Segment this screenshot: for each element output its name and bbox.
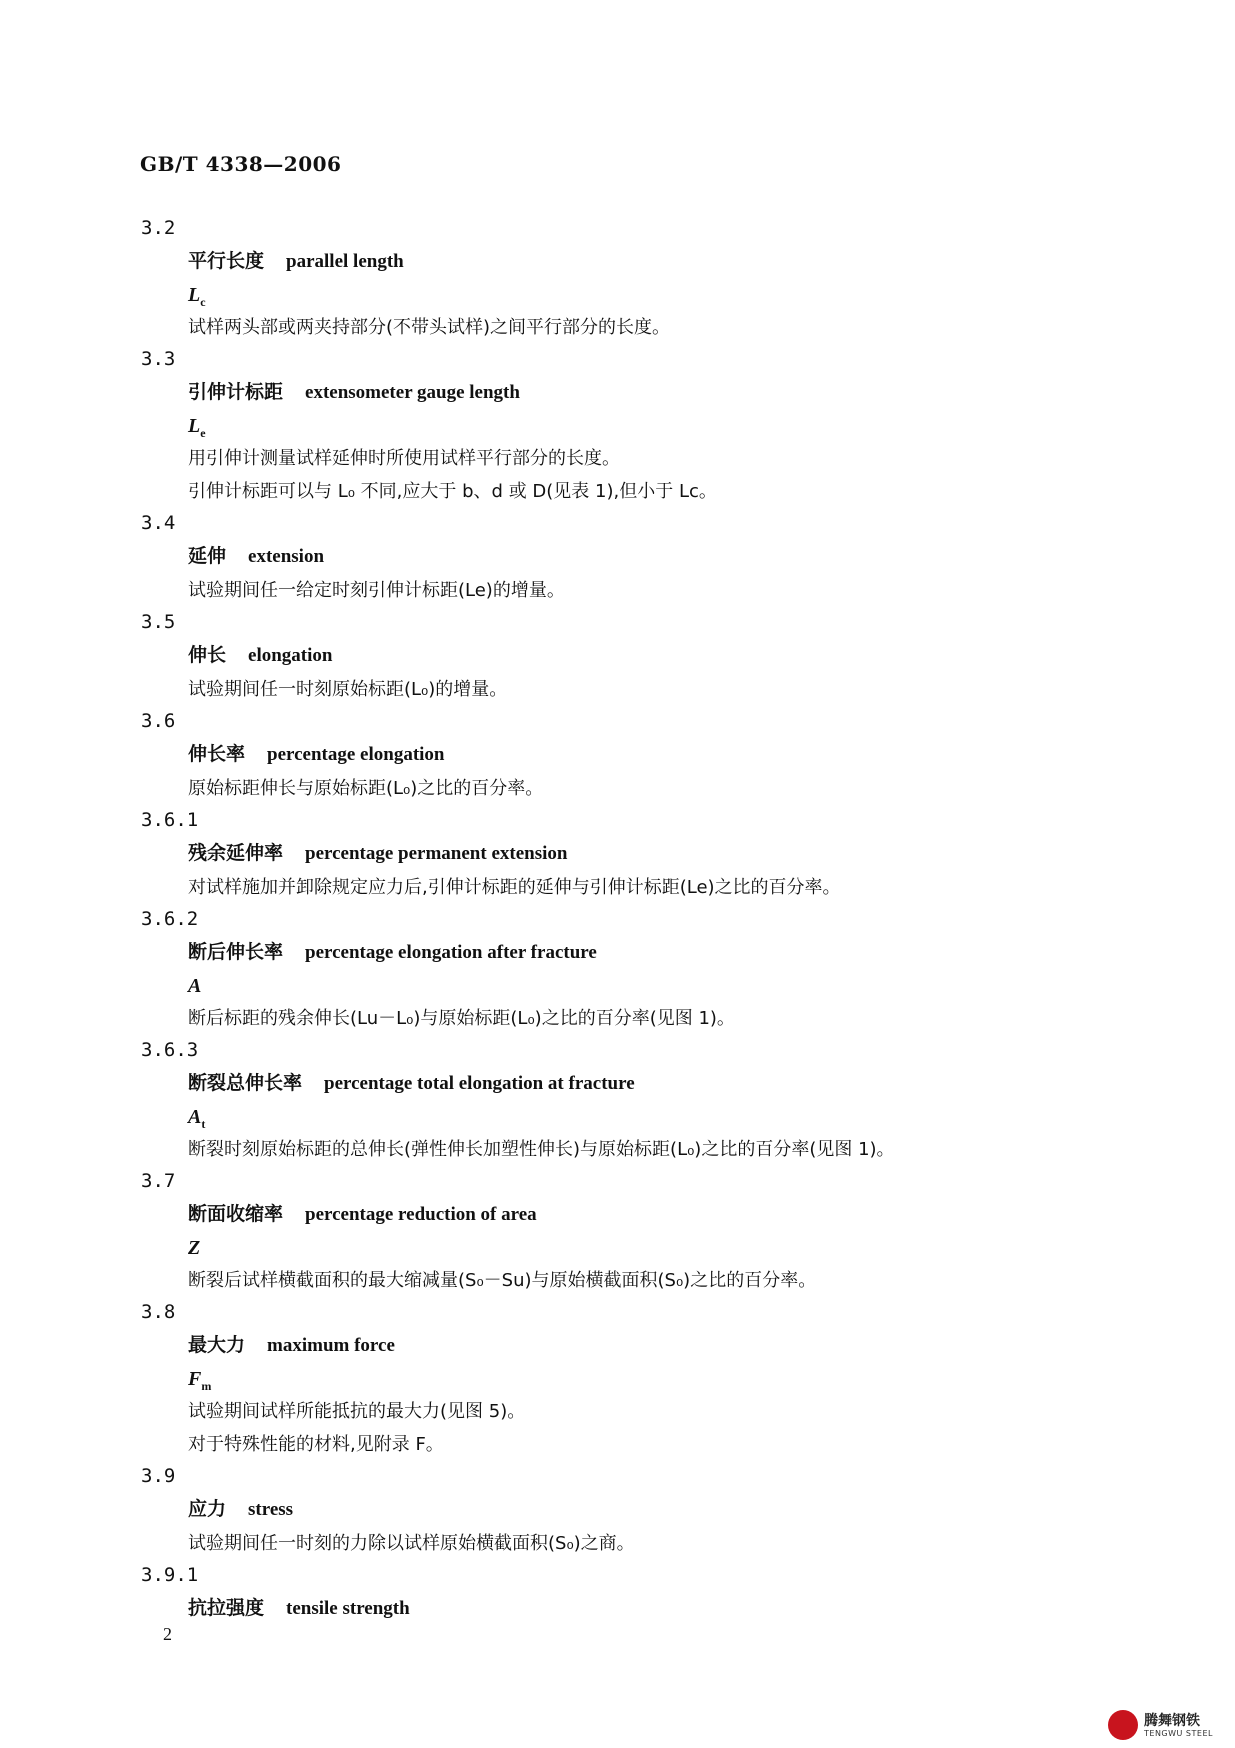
term-line	[188, 1327, 1100, 1363]
symbol-subscript: m	[201, 1379, 212, 1393]
term-english: percentage total elongation at fracture	[324, 1073, 635, 1094]
definition-section	[140, 706, 1100, 805]
term-chinese: 断裂总伸长率	[188, 1072, 303, 1094]
section-number: 3.6.2	[141, 908, 199, 930]
definition-text: 断裂时刻原始标距的总伸长(弹性伸长加塑性伸长)与原始标距(L₀)之比的百分率(见图 1)。	[188, 1139, 895, 1160]
term-line	[188, 243, 1100, 279]
term-symbol	[188, 1232, 1100, 1264]
section-number: 3.8	[141, 1301, 176, 1323]
term-english: stress	[248, 1499, 294, 1520]
page-number: 2	[163, 1624, 172, 1644]
definition-section	[140, 805, 1100, 904]
term-line	[188, 736, 1100, 772]
symbol-subscript: e	[200, 426, 206, 440]
section-number: 3.9	[141, 1465, 176, 1487]
term-english: extensometer gauge length	[305, 382, 520, 403]
term-english: tensile strength	[286, 1598, 410, 1619]
term-symbol	[188, 1101, 1100, 1133]
definition-text: 对于特殊性能的材料,见附录 F。	[188, 1434, 444, 1455]
term-line	[188, 934, 1100, 970]
term-chinese: 伸长	[188, 644, 227, 666]
logo-text-en: TENGWU STEEL	[1144, 1729, 1213, 1738]
logo-emblem-icon	[1108, 1710, 1138, 1740]
symbol-subscript: c	[200, 295, 206, 309]
term-chinese: 伸长率	[188, 743, 246, 765]
term-chinese: 断面收缩率	[188, 1203, 284, 1225]
term-line	[188, 538, 1100, 574]
symbol-subscript: t	[201, 1117, 206, 1131]
definition-section	[140, 1035, 1100, 1166]
definition-section	[140, 904, 1100, 1035]
term-chinese: 最大力	[188, 1334, 246, 1356]
section-number: 3.3	[141, 348, 176, 370]
symbol-letter: A	[188, 1106, 202, 1128]
term-chinese: 平行长度	[188, 250, 265, 272]
term-chinese: 残余延伸率	[188, 842, 284, 864]
definition-section	[140, 213, 1100, 344]
section-number: 3.6	[141, 710, 176, 732]
term-chinese: 应力	[188, 1498, 227, 1520]
symbol-letter: Z	[188, 1237, 201, 1259]
term-english: parallel length	[286, 251, 404, 272]
term-english: extension	[248, 546, 325, 567]
standard-code-header: GB/T 4338—2006	[140, 152, 342, 176]
term-line	[188, 835, 1100, 871]
symbol-letter: L	[188, 284, 201, 306]
section-number: 3.7	[141, 1170, 176, 1192]
section-number: 3.5	[141, 611, 176, 633]
definition-text: 原始标距伸长与原始标距(L₀)之比的百分率。	[188, 778, 544, 799]
definition-text: 对试样施加并卸除规定应力后,引伸计标距的延伸与引伸计标距(Le)之比的百分率。	[188, 877, 841, 898]
definition-section	[140, 1560, 1100, 1626]
symbol-letter: F	[188, 1368, 202, 1390]
term-english: percentage elongation	[267, 744, 445, 765]
term-line	[188, 1590, 1100, 1626]
definition-text: 试样两头部或两夹持部分(不带头试样)之间平行部分的长度。	[188, 317, 671, 338]
term-chinese: 延伸	[188, 545, 227, 567]
definition-section	[140, 344, 1100, 508]
symbol-letter: L	[188, 415, 201, 437]
section-number: 3.4	[141, 512, 176, 534]
term-english: elongation	[248, 645, 333, 666]
definition-text: 断后标距的残余伸长(Lu－L₀)与原始标距(L₀)之比的百分率(见图 1)。	[188, 1008, 735, 1029]
term-line	[188, 1196, 1100, 1232]
section-number: 3.6.3	[141, 1039, 199, 1061]
term-symbol	[188, 970, 1100, 1002]
definition-text: 用引伸计测量试样延伸时所使用试样平行部分的长度。	[188, 448, 620, 469]
logo-text-cn: 腾舞钢铁	[1144, 1713, 1200, 1729]
term-chinese: 抗拉强度	[188, 1597, 265, 1619]
definition-text: 试验期间任一时刻的力除以试样原始横截面积(S₀)之商。	[188, 1533, 635, 1554]
definition-section	[140, 508, 1100, 607]
definition-text: 试验期间任一时刻原始标距(L₀)的增量。	[188, 679, 508, 700]
term-line	[188, 374, 1100, 410]
symbol-letter: A	[188, 975, 202, 997]
definitions-list	[140, 213, 1100, 1626]
term-line	[188, 1065, 1100, 1101]
term-english: maximum force	[267, 1335, 395, 1356]
definition-section	[140, 1297, 1100, 1461]
term-line	[188, 1491, 1100, 1527]
term-chinese: 引伸计标距	[188, 381, 284, 403]
term-english: percentage elongation after fracture	[305, 942, 597, 963]
definition-text: 试验期间任一给定时刻引伸计标距(Le)的增量。	[188, 580, 565, 601]
definition-text: 引伸计标距可以与 L₀ 不同,应大于 b、d 或 D(见表 1),但小于 Lc。	[188, 481, 717, 502]
term-line	[188, 637, 1100, 673]
definition-section	[140, 1461, 1100, 1560]
term-symbol	[188, 410, 1100, 442]
definition-text: 断裂后试样横截面积的最大缩减量(S₀－Su)与原始横截面积(S₀)之比的百分率。	[188, 1270, 817, 1291]
definition-section	[140, 607, 1100, 706]
term-english: percentage permanent extension	[305, 843, 568, 864]
tengwu-steel-logo	[1108, 1708, 1228, 1744]
section-number: 3.9.1	[141, 1564, 199, 1586]
term-english: percentage reduction of area	[305, 1204, 537, 1225]
section-number: 3.2	[141, 217, 176, 239]
term-symbol	[188, 1363, 1100, 1395]
term-chinese: 断后伸长率	[188, 941, 284, 963]
definition-section	[140, 1166, 1100, 1297]
section-number: 3.6.1	[141, 809, 199, 831]
definition-text: 试验期间试样所能抵抗的最大力(见图 5)。	[188, 1401, 526, 1422]
term-symbol	[188, 279, 1100, 311]
